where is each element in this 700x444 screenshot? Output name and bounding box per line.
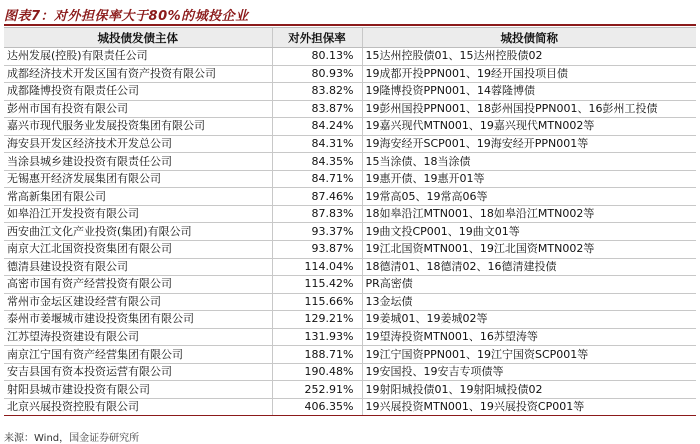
table-row [4, 100, 696, 118]
bonds-cell: 13金坛债 [362, 293, 696, 311]
column-header-entity: 城投债发债主体 [4, 28, 272, 48]
rate-cell: 406.35% [272, 398, 362, 416]
table-row [4, 205, 696, 223]
rate-cell: 114.04% [272, 258, 362, 276]
bonds-cell: 19惠开债、19惠开01等 [362, 170, 696, 188]
table-row [4, 83, 696, 101]
bonds-cell: 15达州控股债01、15达州控股债02 [362, 48, 696, 66]
entity-cell: 嘉兴市现代服务业发展投资集团有限公司 [4, 118, 272, 136]
entity-cell: 达州发展(控股)有限责任公司 [4, 48, 272, 66]
rate-cell: 80.93% [272, 65, 362, 83]
entity-cell: 高密市国有资产经营投资有限公司 [4, 276, 272, 294]
entity-cell: 海安县开发区经济技术开发总公司 [4, 135, 272, 153]
rate-cell: 83.82% [272, 83, 362, 101]
table-row [4, 188, 696, 206]
bonds-cell: 19射阳城投债01、19射阳城投债02 [362, 381, 696, 399]
table-row [4, 258, 696, 276]
bonds-cell: 19江北国资MTN001、19江北国资MTN002等 [362, 241, 696, 259]
entity-cell: 成都经济技术开发区国有资产投资有限公司 [4, 65, 272, 83]
rate-cell: 129.21% [272, 311, 362, 329]
rate-cell: 115.66% [272, 293, 362, 311]
table-row [4, 293, 696, 311]
bonds-cell: 19隆博投资PPN001、14蓉隆博债 [362, 83, 696, 101]
entity-cell: 泰州市姜堰城市建设投资集团有限公司 [4, 311, 272, 329]
entity-cell: 彭州市国有投资有限公司 [4, 100, 272, 118]
rate-cell: 87.46% [272, 188, 362, 206]
rate-cell: 188.71% [272, 346, 362, 364]
entity-cell: 江苏望涛投资建设有限公司 [4, 328, 272, 346]
entity-cell: 如皋沿江开发投资有限公司 [4, 205, 272, 223]
entity-cell: 安吉县国有资本投资运营有限公司 [4, 363, 272, 381]
rate-cell: 84.71% [272, 170, 362, 188]
rate-cell: 83.87% [272, 100, 362, 118]
rate-cell: 93.87% [272, 241, 362, 259]
source-note: 来源：Wind，国金证券研究所 [4, 433, 140, 444]
entity-cell: 南京大江北国资投资集团有限公司 [4, 241, 272, 259]
bonds-cell: PR高密债 [362, 276, 696, 294]
bonds-cell: 19望涛投资MTN001、16苏望涛等 [362, 328, 696, 346]
entity-cell: 德清县建设投资有限公司 [4, 258, 272, 276]
table-row [4, 328, 696, 346]
table-row [4, 398, 696, 416]
table-row [4, 381, 696, 399]
rate-cell: 87.83% [272, 205, 362, 223]
rate-cell: 252.91% [272, 381, 362, 399]
table-row [4, 153, 696, 171]
entity-cell: 成都隆博投资有限责任公司 [4, 83, 272, 101]
bonds-cell: 19彭州国投PPN001、18彭州国投PPN001、16彭州工投债 [362, 100, 696, 118]
rate-cell: 131.93% [272, 328, 362, 346]
header-row [4, 28, 696, 48]
rate-cell: 93.37% [272, 223, 362, 241]
entity-cell: 南京江宁国有资产经营集团有限公司 [4, 346, 272, 364]
rate-cell: 115.42% [272, 276, 362, 294]
data-table [4, 27, 696, 416]
table-row [4, 363, 696, 381]
rate-cell: 84.31% [272, 135, 362, 153]
rate-cell: 84.24% [272, 118, 362, 136]
entity-cell: 常高新集团有限公司 [4, 188, 272, 206]
table-row [4, 223, 696, 241]
bonds-cell: 15当涂债、18当涂债 [362, 153, 696, 171]
bonds-cell: 19江宁国资PPN001、19江宁国资SCP001等 [362, 346, 696, 364]
rate-cell: 84.35% [272, 153, 362, 171]
bonds-cell: 19常高05、19常高06等 [362, 188, 696, 206]
table-row [4, 276, 696, 294]
bonds-cell: 19姜城01、19姜城02等 [362, 311, 696, 329]
figure-title: 图表7：对外担保率大于80%的城投企业 [4, 8, 249, 24]
bonds-cell: 18如皋沿江MTN001、18如皋沿江MTN002等 [362, 205, 696, 223]
table-row [4, 170, 696, 188]
entity-cell: 西安曲江文化产业投资(集团)有限公司 [4, 223, 272, 241]
figure-title-bar [4, 4, 696, 26]
bonds-cell: 19海安经开SCP001、19海安经开PPN001等 [362, 135, 696, 153]
rate-cell: 190.48% [272, 363, 362, 381]
bonds-cell: 19兴展投资MTN001、19兴展投资CP001等 [362, 398, 696, 416]
table-row [4, 346, 696, 364]
bonds-cell: 19嘉兴现代MTN001、19嘉兴现代MTN002等 [362, 118, 696, 136]
table-row [4, 311, 696, 329]
entity-cell: 无锡惠开经济发展集团有限公司 [4, 170, 272, 188]
bonds-cell: 19曲文投CP001、19曲文01等 [362, 223, 696, 241]
table-row [4, 48, 696, 66]
table-row [4, 65, 696, 83]
bonds-cell: 19安国投、19安吉专项债等 [362, 363, 696, 381]
entity-cell: 当涂县城乡建设投资有限责任公司 [4, 153, 272, 171]
bonds-cell: 19成都开投PPN001、19经开国投项目债 [362, 65, 696, 83]
table-row [4, 118, 696, 136]
bonds-cell: 18德清01、18德清02、16德清建投债 [362, 258, 696, 276]
entity-cell: 常州市金坛区建设经营有限公司 [4, 293, 272, 311]
table-row [4, 135, 696, 153]
entity-cell: 射阳县城市建设投资有限公司 [4, 381, 272, 399]
column-header-rate: 对外担保率 [272, 28, 362, 48]
entity-cell: 北京兴展投资控股有限公司 [4, 398, 272, 416]
rate-cell: 80.13% [272, 48, 362, 66]
table-row [4, 241, 696, 259]
column-header-bonds: 城投债简称 [362, 28, 696, 48]
